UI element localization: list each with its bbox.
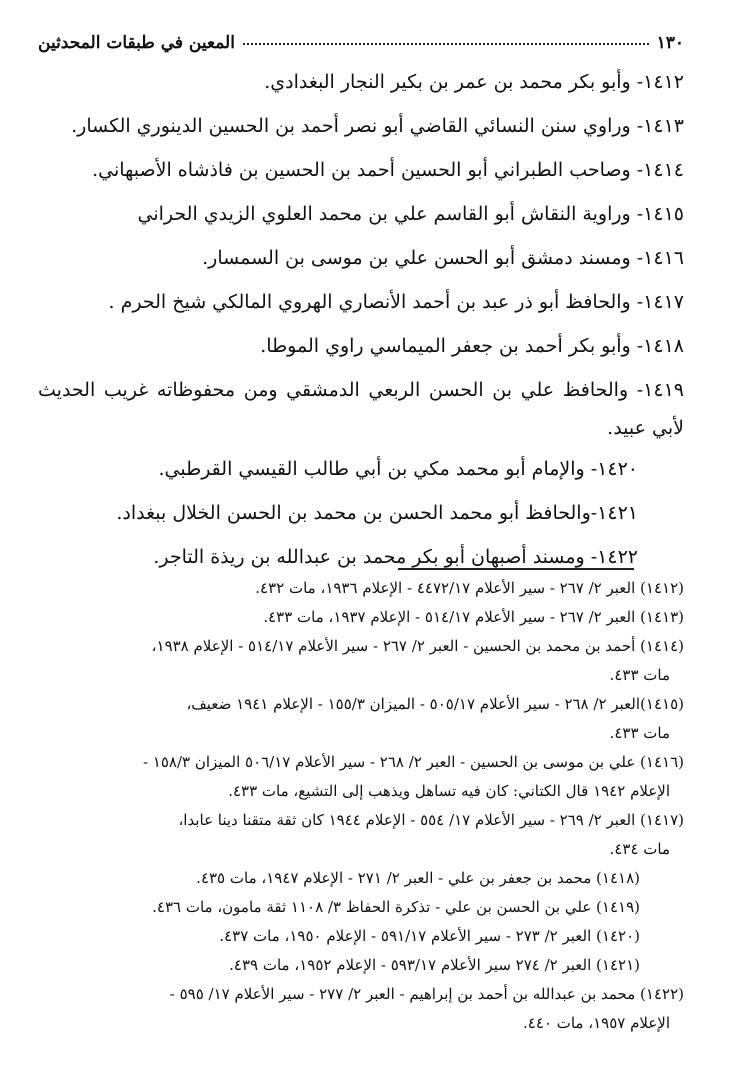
book-title: المعين في طبقات المحدثين [38, 33, 235, 53]
entry-1418: ١٤١٨- وأبو بكر أحمد بن جعفر الميماسي راوي الموطا. [260, 335, 684, 357]
footnote-1421 [38, 951, 684, 980]
footnote-1419 [38, 893, 684, 922]
footnote-text: (١٤١٩) علي بن الحسن بن علي - تذكرة الحفاظ ٣/ ١١٠٨ ثقة مامون، مات ٤٣٦. [152, 898, 640, 916]
entry-1413: ١٤١٣- وراوي سنن النسائي القاضي أبو نصر أحمد بن الحسين الدينوري الكسار. [71, 115, 684, 137]
footnote-1413 [38, 603, 684, 632]
footnote-text: (١٤١٣) العبر ٢/ ٢٦٧ - سير الأعلام ٥١٤/١٧ - الإعلام ١٩٣٧، مات ٤٣٣. [263, 608, 684, 626]
footnote-1416 [38, 748, 684, 806]
footnote-continuation: مات ٤٣٣. [609, 724, 670, 742]
footnote-continuation: مات ٤٣٣. [609, 666, 670, 684]
page-header [38, 30, 684, 56]
entry-1414: ١٤١٤- وصاحب الطبراني أبو الحسين أحمد بن الحسين بن فاذشاه الأصبهاني. [92, 159, 684, 181]
entry-1415: ١٤١٥- وراوية النقاش أبو القاسم علي بن محمد العلوي الزيدي الحراني [137, 203, 684, 225]
footnote-1418 [38, 864, 684, 893]
footnotes-list [38, 574, 684, 1038]
footnote-1420 [38, 922, 684, 951]
footnote-1417 [38, 806, 684, 864]
footnote-text: (١٤١٢) العبر ٢/ ٢٦٧ - سير الأعلام ٤٤٧٢/١٧ - الإعلام ١٩٣٦، مات ٤٣٢. [255, 579, 684, 597]
footnote-separator [398, 568, 634, 570]
entry-1416: ١٤١٦- ومسند دمشق أبو الحسن علي بن موسى بن السمسار. [202, 247, 684, 269]
entry-1422: ١٤٢٢- ومسند أصبهان أبو بكر محمد بن عبدالله بن ريذة التاجر. [153, 546, 638, 568]
page-number: ١٣٠ [656, 33, 684, 53]
footnote-1412 [38, 574, 684, 603]
entry-1420: ١٤٢٠- والإمام أبو محمد مكي بن أبي طالب القيسي القرطبي. [158, 458, 638, 480]
entry-1421: ١٤٢١-والحافظ أبو محمد الحسن بن محمد بن الحسن الخلال ببغداد. [116, 502, 638, 524]
footnote-text: (١٤١٨) محمد بن جعفر بن علي - العبر ٢/ ٢٧١ - الإعلام ١٩٤٧، مات ٤٣٥. [196, 869, 640, 887]
footnote-1415 [38, 690, 684, 748]
footnote-text: (١٤١٤) أحمد بن محمد بن الحسين - العبر ٢/ ٢٦٧ - سير الأعلام ٥١٤/١٧ - الإعلام ١٩٣٨، [151, 637, 684, 655]
footnote-1422 [38, 980, 684, 1038]
entry-1412: ١٤١٢- وأبو بكر محمد بن عمر بن بكير النجار البغدادي. [264, 71, 684, 93]
footnote-text: (١٤٢١) العبر ٢/ ٢٧٤ سير الأعلام ٥٩٣/١٧ - الإعلام ١٩٥٢، مات ٤٣٩. [229, 956, 640, 974]
footnote-text: (١٤١٥)العبر ٢/ ٢٦٨ - سير الأعلام ٥٠٥/١٧ - الميزان ١٥٥/٣ - الإعلام ١٩٤١ ضعيف، [186, 695, 684, 713]
footnote-continuation: مات ٤٣٤. [609, 840, 670, 858]
footnote-text: (١٤٢٢) محمد بن عبدالله بن أحمد بن إبراهيم - العبر ٢/ ٢٧٧ - سير الأعلام ١٧/ ٥٩٥ - [169, 985, 684, 1003]
header-dotted-leader [243, 37, 649, 45]
footnote-text: (١٤١٧) العبر ٢/ ٢٦٩ - سير الأعلام ١٧/ ٥٥٤ - الإعلام ١٩٤٤ كان ثقة متقنا دينا عابدا، [178, 811, 684, 829]
footnote-1414 [38, 632, 684, 690]
footnote-continuation: الإعلام ١٩٤٢ قال الكتاني: كان فيه تساهل ويذهب إلى التشيع، مات ٤٣٣. [228, 782, 670, 800]
entry-1419: ١٤١٩- والحافظ علي بن الحسن الربعي الدمشقي ومن محفوظاته غريب الحديث لأبي عبيد. [38, 379, 684, 439]
entry-1417: ١٤١٧- والحافظ أبو ذر عبد بن أحمد الأنصاري الهروي المالكي شيخ الحرم . [108, 291, 684, 313]
entries-list [38, 60, 684, 579]
footnote-text: (١٤١٦) علي بن موسى بن الحسين - العبر ٢/ ٢٦٨ - سير الأعلام ٥٠٦/١٧ الميزان ١٥٨/٣ - [142, 753, 684, 771]
footnote-continuation: الإعلام ١٩٥٧، مات ٤٤٠. [523, 1014, 670, 1032]
footnote-text: (١٤٢٠) العبر ٢/ ٢٧٣ - سير الأعلام ٥٩١/١٧ - الإعلام ١٩٥٠، مات ٤٣٧. [219, 927, 640, 945]
